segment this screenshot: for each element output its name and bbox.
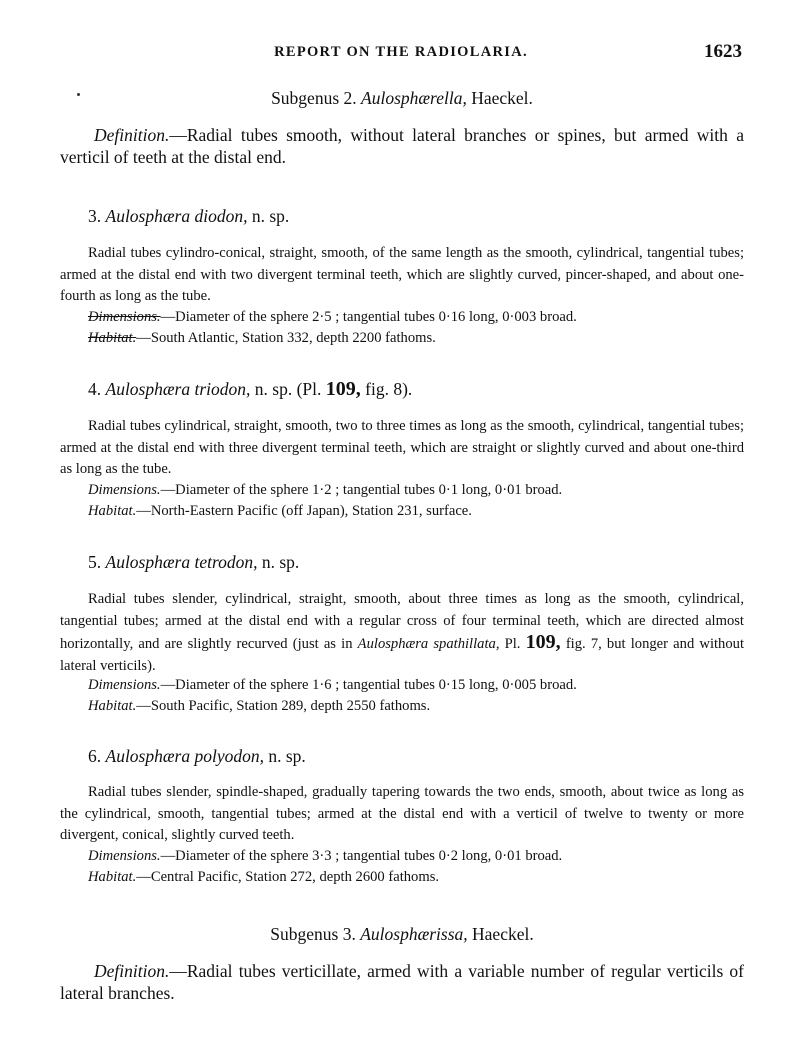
definition-text: —Radial tubes smooth, without lateral branches or spines, but armed with a verticil of teeth at the distal end. bbox=[60, 125, 744, 167]
species-3-description: Radial tubes cylindro-conical, straight, smooth, of the same length as the smooth, cylindrical, tangential tubes; armed at the distal end with two divergent terminal teeth, which are slightly curved, pincer-shaped, and about one-fourth as long as the tube. bbox=[60, 245, 744, 304]
species-name: Aulosphæra diodon, bbox=[105, 206, 248, 226]
species-6-description: Radial tubes slender, spindle-shaped, gradually tapering towards the two ends, smooth, about twice as long as the cylindrical, smooth, tangential tubes; armed at the distal end with a verticil of twelve to twenty or more divergent, conical, slightly curved teeth. bbox=[60, 784, 744, 843]
species-4-habitat bbox=[60, 501, 744, 523]
species-number: 6. bbox=[88, 746, 102, 766]
species-5-habitat bbox=[60, 696, 744, 718]
species-4-description: Radial tubes cylindrical, straight, smooth, two to three times as long as the smooth, cylindrical, tangential tubes; armed at the distal end with three divergent terminal teeth, which are straight or slightly curved and about one-third as long as the tube. bbox=[60, 418, 744, 477]
species-name: Aulosphæra tetrodon, bbox=[105, 552, 258, 572]
subgenus-2-prefix: Subgenus 2. bbox=[271, 88, 357, 108]
description-reference: Aulosphæra spathillata, bbox=[357, 636, 500, 652]
description-plate-prefix: Pl. bbox=[504, 636, 521, 652]
habitat-text: —Central Pacific, Station 272, depth 2600 fathoms. bbox=[136, 869, 440, 885]
species-name: Aulosphæra triodon, bbox=[105, 379, 251, 399]
habitat-label: Habitat. bbox=[88, 503, 137, 519]
subgenus-3-author: Haeckel. bbox=[472, 924, 534, 944]
subgenus-3-heading bbox=[60, 924, 744, 945]
species-name: Aulosphæra polyodon, bbox=[105, 746, 264, 766]
species-6-dimensions bbox=[60, 846, 744, 868]
species-4-dimensions bbox=[60, 480, 744, 502]
dimensions-label: Dimensions. bbox=[88, 677, 161, 693]
dimensions-text: —Diameter of the sphere 2·5 ; tangential tubes 0·16 long, 0·003 broad. bbox=[160, 309, 577, 325]
subgenus-2-heading bbox=[60, 88, 744, 109]
dimensions-text: —Diameter of the sphere 3·3 ; tangential tubes 0·2 long, 0·01 broad. bbox=[160, 848, 563, 864]
species-6-heading bbox=[60, 746, 744, 767]
description-text-end: fig. 7, but longer and without lateral verticils). bbox=[60, 636, 745, 674]
dimensions-label: Dimensions. bbox=[88, 482, 161, 498]
species-3-habitat bbox=[60, 328, 744, 350]
species-number: 4. bbox=[88, 379, 102, 399]
dimensions-text: —Diameter of the sphere 1·6 ; tangential tubes 0·15 long, 0·005 broad. bbox=[160, 677, 577, 693]
subgenus-2-author: Haeckel. bbox=[471, 88, 533, 108]
subgenus-3-prefix: Subgenus 3. bbox=[270, 924, 356, 944]
species-5-dimensions bbox=[60, 675, 744, 697]
species-number: 3. bbox=[88, 206, 102, 226]
subgenus-2-name: Aulosphærella, bbox=[361, 88, 467, 108]
description-text: Radial tubes slender, cylindrical, straight, smooth, about three times as long as the smooth, cylindrical, tangential tubes; armed at the distal end with a regular cross of four terminal teeth, which are directed almost horizontally, and are slightly recurved (just as in bbox=[60, 591, 744, 652]
habitat-text: —North-Eastern Pacific (off Japan), Station 231, surface. bbox=[136, 503, 472, 519]
habitat-label: Habitat. bbox=[88, 698, 137, 714]
plate-number: 109, bbox=[325, 378, 361, 400]
species-status: n. sp. bbox=[268, 746, 306, 766]
habitat-text: —South Pacific, Station 289, depth 2550 fathoms. bbox=[136, 698, 431, 714]
species-5-description bbox=[60, 589, 744, 677]
plate-prefix: (Pl. bbox=[296, 379, 322, 399]
species-status: n. sp. bbox=[254, 379, 293, 399]
running-title: REPORT ON THE RADIOLARIA. bbox=[274, 44, 528, 60]
habitat-label: Habitat. bbox=[88, 869, 137, 885]
description-plate-number: 109, bbox=[525, 631, 561, 653]
habitat-label: Habitat. bbox=[88, 330, 137, 346]
definition-label: Definition. bbox=[94, 125, 170, 145]
dimensions-text: —Diameter of the sphere 1·2 ; tangential tubes 0·1 long, 0·01 broad. bbox=[160, 482, 563, 498]
page-number: 1623 bbox=[704, 41, 742, 62]
subgenus-3-definition bbox=[60, 960, 744, 1004]
page-header bbox=[60, 41, 742, 68]
species-status: n. sp. bbox=[261, 552, 300, 572]
species-3-dimensions bbox=[60, 307, 744, 329]
subgenus-2-definition bbox=[60, 124, 744, 168]
species-3-heading bbox=[60, 206, 744, 227]
species-5-heading bbox=[60, 552, 744, 573]
dimensions-label: Dimensions. bbox=[88, 309, 161, 325]
species-6-habitat bbox=[60, 867, 744, 889]
species-number: 5. bbox=[88, 552, 102, 572]
definition-text: —Radial tubes verticillate, armed with a variable number of regular verticils of lateral branches. bbox=[60, 961, 744, 1003]
dimensions-label: Dimensions. bbox=[88, 848, 161, 864]
habitat-text: —South Atlantic, Station 332, depth 2200 fathoms. bbox=[136, 330, 436, 346]
plate-suffix: fig. 8). bbox=[365, 379, 413, 399]
definition-label: Definition. bbox=[94, 961, 170, 981]
species-4-heading bbox=[60, 378, 744, 401]
species-status: n. sp. bbox=[251, 206, 290, 226]
subgenus-3-name: Aulosphærissa, bbox=[360, 924, 468, 944]
